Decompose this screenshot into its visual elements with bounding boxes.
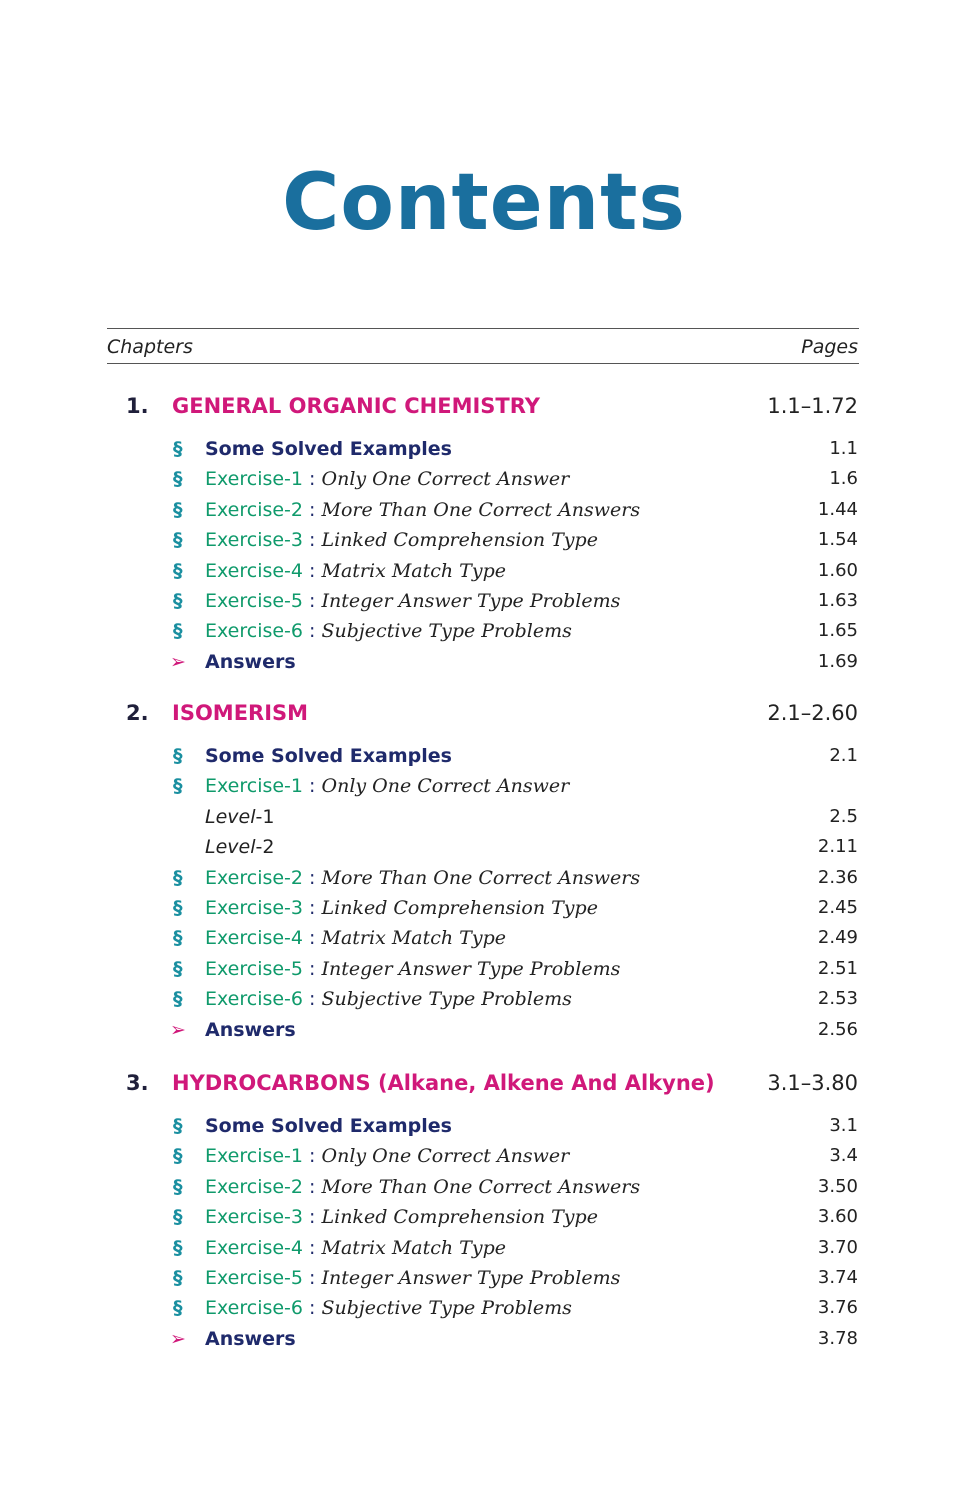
exercise-description: Integer Answer Type Problems	[321, 1267, 621, 1289]
page-number: 3.78	[817, 1328, 858, 1349]
toc-entry[interactable]	[0, 1115, 968, 1145]
section-bullet-icon: §	[173, 958, 183, 980]
exercise-name: Exercise-2	[205, 499, 304, 521]
solved-examples-label: Some Solved Examples	[205, 745, 452, 767]
toc-entry[interactable]	[0, 958, 968, 988]
toc-entry[interactable]	[0, 590, 968, 620]
exercise-description: Linked Comprehension Type	[321, 897, 598, 919]
page-number: 2.49	[817, 927, 858, 948]
exercise-label: Exercise-2 : More Than One Correct Answers	[205, 499, 641, 521]
toc-entry[interactable]	[0, 438, 968, 468]
section-bullet-icon: §	[173, 468, 183, 490]
page-number: 2.11	[817, 836, 858, 857]
chapter-number: 3.	[126, 1071, 149, 1095]
chapter-number: 1.	[126, 394, 149, 418]
section-bullet-icon: §	[173, 745, 183, 767]
section-bullet-icon: §	[173, 927, 183, 949]
arrow-bullet-icon: ➢	[170, 651, 186, 673]
pages-header: Pages	[801, 336, 858, 358]
answers-label: Answers	[205, 1019, 296, 1041]
page-number: 3.76	[817, 1297, 858, 1318]
exercise-label: Exercise-5 : Integer Answer Type Problems	[205, 958, 621, 980]
exercise-name: Exercise-5	[205, 1267, 304, 1289]
toc-entry[interactable]	[0, 806, 968, 836]
top-rule	[107, 328, 859, 329]
section-bullet-icon: §	[173, 1267, 183, 1289]
exercise-name: Exercise-4	[205, 560, 304, 582]
exercise-description: More Than One Correct Answers	[321, 1176, 641, 1198]
exercise-description: Only One Correct Answer	[321, 1145, 570, 1167]
header-rule	[107, 363, 859, 364]
toc-entry[interactable]	[0, 1297, 968, 1327]
section-bullet-icon: §	[173, 499, 183, 521]
answers-label: Answers	[205, 651, 296, 673]
toc-entry[interactable]	[0, 620, 968, 650]
exercise-name: Exercise-5	[205, 958, 304, 980]
toc-entry[interactable]	[0, 529, 968, 559]
toc-entry[interactable]	[0, 1237, 968, 1267]
exercise-description: Linked Comprehension Type	[321, 1206, 598, 1228]
chapter-page-range: 3.1–3.80	[767, 1071, 858, 1095]
toc-entry[interactable]	[0, 1176, 968, 1206]
page-number: 1.63	[817, 590, 858, 611]
page-number: 2.56	[817, 1019, 858, 1040]
chapter-title[interactable]: ISOMERISM	[172, 701, 309, 725]
chapter-row	[0, 701, 968, 731]
exercise-description: More Than One Correct Answers	[321, 499, 641, 521]
solved-examples-label: Some Solved Examples	[205, 1115, 452, 1137]
page-number: 3.74	[817, 1267, 858, 1288]
chapter-number: 2.	[126, 701, 149, 725]
exercise-name: Exercise-4	[205, 927, 304, 949]
toc-entry[interactable]	[0, 1267, 968, 1297]
answers-label: Answers	[205, 1328, 296, 1350]
exercise-name: Exercise-4	[205, 1237, 304, 1259]
exercise-name: Exercise-2	[205, 867, 304, 889]
section-bullet-icon: §	[173, 1145, 183, 1167]
exercise-label: Exercise-3 : Linked Comprehension Type	[205, 1206, 598, 1228]
page-number: 1.60	[817, 560, 858, 581]
exercise-name: Exercise-1	[205, 775, 304, 797]
section-bullet-icon: §	[173, 529, 183, 551]
page-title: Contents	[282, 158, 686, 248]
exercise-description: Subjective Type Problems	[321, 988, 572, 1010]
exercise-label: Exercise-6 : Subjective Type Problems	[205, 1297, 572, 1319]
page-number: 3.50	[817, 1176, 858, 1197]
exercise-label: Exercise-1 : Only One Correct Answer	[205, 1145, 570, 1167]
exercise-description: Subjective Type Problems	[321, 620, 572, 642]
exercise-name: Exercise-1	[205, 1145, 304, 1167]
exercise-description: Only One Correct Answer	[321, 775, 570, 797]
exercise-description: Matrix Match Type	[321, 560, 506, 582]
chapter-title[interactable]: GENERAL ORGANIC CHEMISTRY	[172, 394, 540, 418]
toc-entry[interactable]	[0, 745, 968, 775]
exercise-label: Exercise-6 : Subjective Type Problems	[205, 988, 572, 1010]
exercise-label: Exercise-4 : Matrix Match Type	[205, 560, 506, 582]
toc-entry[interactable]	[0, 560, 968, 590]
page-number: 1.1	[829, 438, 858, 459]
page-number: 2.5	[829, 806, 858, 827]
exercise-name: Exercise-3	[205, 1206, 304, 1228]
exercise-label: Exercise-1 : Only One Correct Answer	[205, 468, 570, 490]
toc-entry[interactable]	[0, 988, 968, 1018]
page-number: 3.4	[829, 1145, 858, 1166]
page-number: 1.65	[817, 620, 858, 641]
page-number: 2.45	[817, 897, 858, 918]
page-number: 2.51	[817, 958, 858, 979]
toc-entry[interactable]	[0, 1328, 968, 1358]
exercise-name: Exercise-5	[205, 590, 304, 612]
chapter-row	[0, 1071, 968, 1101]
page-number: 1.44	[817, 499, 858, 520]
exercise-label: Exercise-2 : More Than One Correct Answers	[205, 1176, 641, 1198]
section-bullet-icon: §	[173, 590, 183, 612]
exercise-description: Subjective Type Problems	[321, 1297, 572, 1319]
toc-entry[interactable]	[0, 499, 968, 529]
exercise-label: Exercise-5 : Integer Answer Type Problems	[205, 1267, 621, 1289]
exercise-name: Exercise-6	[205, 988, 304, 1010]
chapter-row	[0, 394, 968, 424]
section-bullet-icon: §	[173, 560, 183, 582]
toc-entry[interactable]	[0, 468, 968, 498]
section-bullet-icon: §	[173, 438, 183, 460]
level-label: Level-2	[205, 836, 275, 858]
exercise-name: Exercise-2	[205, 1176, 304, 1198]
exercise-name: Exercise-3	[205, 529, 304, 551]
exercise-description: Only One Correct Answer	[321, 468, 570, 490]
toc-entry[interactable]	[0, 897, 968, 927]
section-bullet-icon: §	[173, 988, 183, 1010]
page-number: 1.6	[829, 468, 858, 489]
toc-entry[interactable]	[0, 1145, 968, 1175]
exercise-description: Integer Answer Type Problems	[321, 590, 621, 612]
exercise-label: Exercise-6 : Subjective Type Problems	[205, 620, 572, 642]
page-number: 3.70	[817, 1237, 858, 1258]
exercise-description: Matrix Match Type	[321, 1237, 506, 1259]
section-bullet-icon: §	[173, 1297, 183, 1319]
exercise-label: Exercise-4 : Matrix Match Type	[205, 927, 506, 949]
section-bullet-icon: §	[173, 1176, 183, 1198]
section-bullet-icon: §	[173, 775, 183, 797]
exercise-description: Integer Answer Type Problems	[321, 958, 621, 980]
exercise-description: Matrix Match Type	[321, 927, 506, 949]
page-number: 1.69	[817, 651, 858, 672]
chapter-page-range: 2.1–2.60	[767, 701, 858, 725]
exercise-name: Exercise-6	[205, 1297, 304, 1319]
chapters-header: Chapters	[107, 336, 193, 358]
page-number: 3.60	[817, 1206, 858, 1227]
page-number: 2.1	[829, 745, 858, 766]
section-bullet-icon: §	[173, 1237, 183, 1259]
section-bullet-icon: §	[173, 1206, 183, 1228]
arrow-bullet-icon: ➢	[170, 1019, 186, 1041]
chapter-page-range: 1.1–1.72	[767, 394, 858, 418]
toc-entry[interactable]	[0, 651, 968, 681]
chapter-title[interactable]: HYDROCARBONS (Alkane, Alkene And Alkyne)	[172, 1071, 715, 1095]
toc-entry[interactable]	[0, 836, 968, 866]
exercise-name: Exercise-1	[205, 468, 304, 490]
arrow-bullet-icon: ➢	[170, 1328, 186, 1350]
exercise-label: Exercise-2 : More Than One Correct Answers	[205, 867, 641, 889]
exercise-description: Linked Comprehension Type	[321, 529, 598, 551]
exercise-label: Exercise-3 : Linked Comprehension Type	[205, 897, 598, 919]
page-number: 1.54	[817, 529, 858, 550]
exercise-label: Exercise-1 : Only One Correct Answer	[205, 775, 570, 797]
toc-entry[interactable]	[0, 927, 968, 957]
exercise-label: Exercise-5 : Integer Answer Type Problems	[205, 590, 621, 612]
toc-entry[interactable]	[0, 867, 968, 897]
section-bullet-icon: §	[173, 1115, 183, 1137]
section-bullet-icon: §	[173, 620, 183, 642]
exercise-description: More Than One Correct Answers	[321, 867, 641, 889]
toc-entry[interactable]	[0, 1206, 968, 1236]
toc-entry[interactable]	[0, 775, 968, 805]
section-bullet-icon: §	[173, 897, 183, 919]
section-bullet-icon: §	[173, 867, 183, 889]
page-number: 2.53	[817, 988, 858, 1009]
solved-examples-label: Some Solved Examples	[205, 438, 452, 460]
page-number: 2.36	[817, 867, 858, 888]
page-number: 3.1	[829, 1115, 858, 1136]
exercise-label: Exercise-3 : Linked Comprehension Type	[205, 529, 598, 551]
exercise-name: Exercise-3	[205, 897, 304, 919]
exercise-name: Exercise-6	[205, 620, 304, 642]
toc-entry[interactable]	[0, 1019, 968, 1049]
exercise-label: Exercise-4 : Matrix Match Type	[205, 1237, 506, 1259]
level-label: Level-1	[205, 806, 275, 828]
